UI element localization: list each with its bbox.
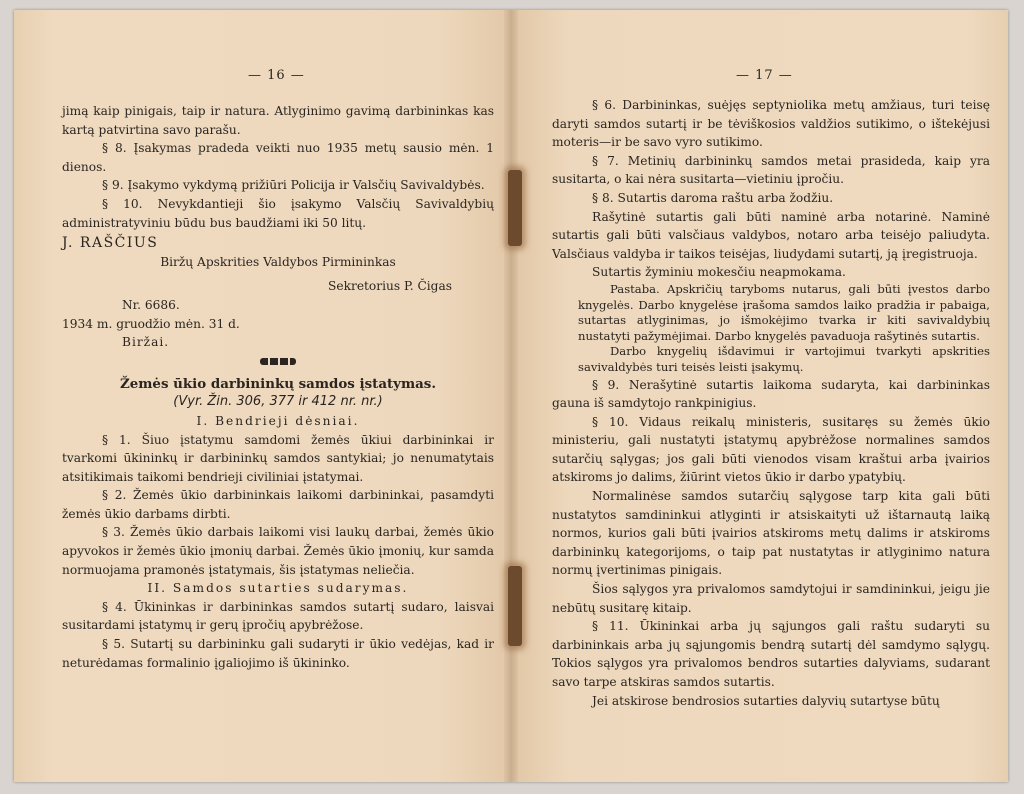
page-number-right: — 17 —	[736, 68, 793, 83]
paragraph-s8-fee: Sutartis žyminiu mokesčiu neapmokama.	[592, 265, 846, 280]
paragraph-s11-cont: Jei atskirose bendrosios sutarties dalyvių sutartyse būtų	[592, 693, 940, 708]
paragraph-s11: § 11. Ūkininkai arba jų sąjungos gali raštu sudaryti su darbininkais arba jų sąjungomis bendrą sutartį dėl samdymo sąlygų. Tokios sąlygos yra privalomos bendros sutarties dalyviams, sudarant savo tarpe atskiras samdos sutartis.	[552, 619, 990, 689]
note-paragraph-2: Darbo knygelių išdavimui ir vartojimui tvarkyti apskrities savivaldybės turi teisės leisti įsakymų.	[578, 344, 990, 374]
paragraph-s9: § 9. Įsakymo vykdymą prižiūri Policija ir Valsčių Savivaldybės.	[102, 178, 485, 193]
signatory-name: J. RAŠČIUS	[62, 235, 159, 252]
ornament-divider	[260, 358, 296, 365]
paragraph-s10-conditions: Normalinėse samdos sutarčių sąlygose tarp kita gali būti nustatytos samdininkui atlyginti ir atsiskaityti už ištarnautą laiką normos, kurios gali būti įvairios atskiroms metų dalims ir atskiroms darbininkų kategorijoms, o taip pat nustatytas ir atlyginimo natura normų įvertinimas pinigais.	[552, 489, 990, 578]
paragraph-s2: § 2. Žemės ūkio darbininkais laikomi darbininkai, pasamdyti žemės ūkio darbams dirbti.	[62, 488, 494, 521]
note-paragraph-1: Pastaba. Apskričių taryboms nutarus, gali būti įvestos darbo knygelės. Darbo knygelėse įrašoma samdos laiko pradžia ir pabaiga, sutartas atlyginimas, jo išmokėjimo tvarka ir kiti savivaldybių nustatyti pažymėjimai. Darbo knygelės pavaduoja rašytinės sutartis.	[578, 281, 990, 343]
paragraph-s7: § 7. Metinių darbininkų samdos metai prasideda, kaip yra susitarta, o kai nėra susitarta—vietiniu įpročiu.	[552, 153, 990, 187]
document-place: Biržai.	[122, 335, 170, 350]
law-source: (Vyr. Žin. 306, 377 ir 412 nr. nr.)	[173, 394, 383, 410]
open-booklet	[14, 10, 1008, 782]
secretary-name: Sekretorius P. Čigas	[328, 279, 452, 294]
document-number: Nr. 6686.	[122, 297, 180, 312]
right-page	[510, 10, 1008, 782]
paragraph-s10-binding: Šios sąlygos yra privalomos samdytojui ir samdininkui, jeigu jie nebūtų susitarę kitaip.	[552, 582, 990, 615]
paragraph-s10: § 10. Nevykdantieji šio įsakymo Valsčių Savivaldybių administratyviniu būdu bus baudžiami iki 50 litų.	[62, 196, 494, 230]
staple-bottom	[508, 566, 522, 646]
staple-top	[508, 170, 522, 246]
document-date: 1934 m. gruodžio mėn. 31 d.	[62, 316, 240, 331]
paragraph-s1: § 1. Šiuo įstatymu samdomi žemės ūkiui darbininkai ir tvarkomi ūkininkų ir darbininkų samdos santykiai; jo nenumatytais atsitikimais taikomi bendrieji civiliniai įstatymai.	[62, 432, 494, 484]
note-block	[552, 282, 990, 376]
section-heading-2: II. Samdos sutarties sudarymas.	[147, 581, 409, 596]
law-title: Žemės ūkio darbininkų samdos įstatymas.	[119, 375, 437, 392]
paragraph: jimą kaip pinigais, taip ir natura. Atlyginimo gavimą darbininkas kas kartą patvirtina savo parašu.	[62, 104, 494, 137]
right-page-text	[552, 96, 990, 710]
paragraph-s8-written: Rašytinė sutartis gali būti naminė arba notarinė. Naminė sutartis gali būti valsčiaus valdybos, notaro arba teisėjo paliudyta. Valsčiaus valdyba ir taikos teisėjas, liudydami sutartį, ją įregistruoja.	[552, 209, 990, 261]
section-heading-1: I. Bendrieji dėsniai.	[196, 413, 360, 428]
paragraph-s8: § 8. Sutartis daroma raštu arba žodžiu.	[592, 190, 834, 205]
paragraph-s4: § 4. Ūkininkas ir darbininkas samdos sutartį sudaro, laisvai susitardami įstatymų ir gerų įpročių apybrėžose.	[62, 599, 494, 633]
paragraph-s9: § 9. Nerašytinė sutartis laikoma sudaryta, kai darbininkas gauna iš samdytojo rankpinigius.	[552, 377, 990, 411]
page-number-left: — 16 —	[248, 68, 305, 83]
paragraph-s8: § 8. Įsakymas pradeda veikti nuo 1935 metų sausio mėn. 1 dienos.	[62, 141, 494, 174]
paragraph-s10: § 10. Vidaus reikalų ministeris, susitaręs su žemės ūkio ministeriu, gali nustatyti įstatymų apybrėžose normalines samdos sutarčių sąlygas; jos gali būti vienodos visam kraštui arba įvairios atskiroms jo dalims, žiūrint vietos ūkio ir darbo ypatybių.	[552, 414, 990, 485]
book-spine	[504, 10, 518, 782]
paragraph-s6: § 6. Darbininkas, suėjęs septyniolika metų amžiaus, turi teisę daryti samdos sutartį ir be tėviškosios valdžios sutikimo, o ištekėjusi moteris—ir be savo vyro sutikimo.	[552, 98, 990, 150]
left-page	[14, 10, 510, 782]
signatory-title: Biržų Apskrities Valdybos Pirmininkas	[160, 254, 396, 269]
paragraph-s5: § 5. Sutartį su darbininku gali sudaryti ir ūkio vedėjas, kad ir neturėdamas formalinio įgaliojimo iš ūkininko.	[62, 637, 494, 670]
paragraph-s3: § 3. Žemės ūkio darbais laikomi visi laukų darbai, žemės ūkio apyvokos ir žemės ūkio įmonių darbai. Žemės ūkio įmonių, kur samda normuojama pramonės įstatymais, šis įstatymas neliečia.	[62, 525, 494, 577]
left-page-text	[62, 102, 494, 672]
